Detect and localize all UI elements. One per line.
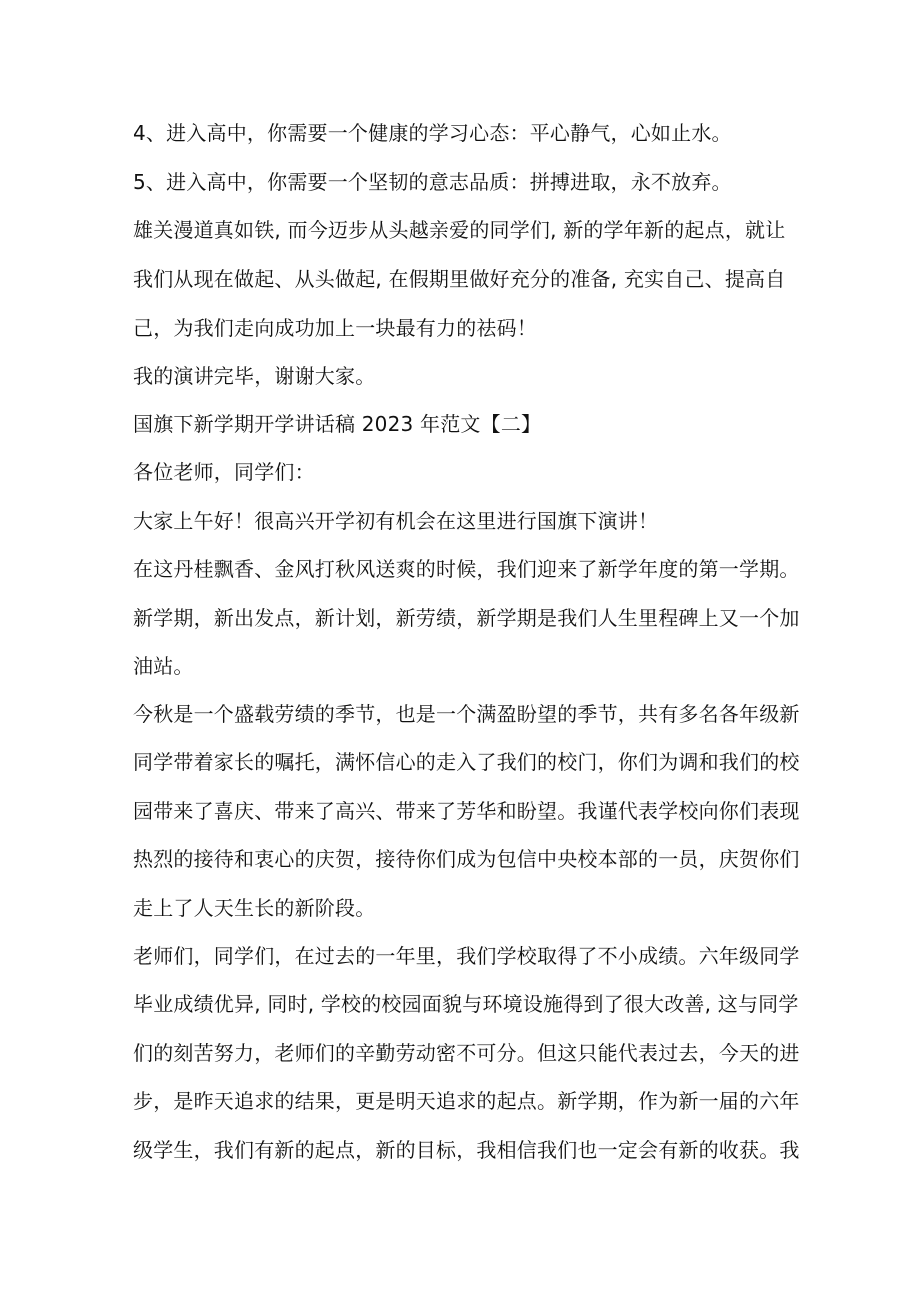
text-line: 4、进入高中，你需要一个健康的学习心态：平心静气，心如止水。 xyxy=(133,121,732,145)
text-line: 己，为我们走向成功加上一块最有力的祛码！ xyxy=(133,316,537,340)
text-line: 同学带着家长的嘱托，满怀信心的走入了我们的校门，你们为调和我们的校 xyxy=(133,750,800,774)
text-line: 老师们，同学们，在过去的一年里，我们学校取得了不小成绩。六年级同学 xyxy=(133,944,800,968)
text-line: 在这丹桂飘香、金风打秋风送爽的时候，我们迎来了新学年度的第一学期。 xyxy=(133,557,800,581)
text-line: 今秋是一个盛载劳绩的季节，也是一个满盈盼望的季节，共有多名各年级新 xyxy=(133,702,800,726)
section-heading: 国旗下新学期开学讲话稿 2023 年范文【二】 xyxy=(133,412,542,436)
text-line: 大家上午好！很高兴开学初有机会在这里进行国旗下演讲！ xyxy=(133,509,659,533)
text-line: 园带来了喜庆、带来了高兴、带来了芳华和盼望。我谨代表学校向你们表现 xyxy=(133,799,800,823)
salutation: 各位老师，同学们： xyxy=(133,460,315,484)
text-line: 级学生，我们有新的起点，新的目标，我相信我们也一定会有新的收获。我 xyxy=(133,1138,800,1162)
text-line: 热烈的接待和衷心的庆贺，接待你们成为包信中央校本部的一员，庆贺你们 xyxy=(133,847,800,871)
text-line: 走上了人天生长的新阶段。 xyxy=(133,896,376,920)
text-line: 我的演讲完毕，谢谢大家。 xyxy=(133,364,376,388)
text-line: 毕业成绩优异, 同时, 学校的校园面貌与环境设施得到了很大改善, 这与同学 xyxy=(133,992,799,1016)
text-line: 新学期，新出发点，新计划，新劳绩，新学期是我们人生里程碑上又一个加 xyxy=(133,606,800,630)
text-line: 我们从现在做起、从头做起, 在假期里做好充分的准备, 充实自己、提高自 xyxy=(133,267,786,291)
text-line: 5、进入高中，你需要一个坚韧的意志品质：拼搏进取，永不放弃。 xyxy=(133,170,732,194)
text-line: 步，是昨天追求的结果，更是明天追求的起点。新学期，作为新一届的六年 xyxy=(133,1089,800,1113)
text-line: 油站。 xyxy=(133,654,194,678)
text-line: 雄关漫道真如铁, 而今迈步从头越亲爱的同学们, 新的学年新的起点，就让 xyxy=(133,218,786,242)
text-line: 们的刻苦努力，老师们的辛勤劳动密不可分。但这只能代表过去，今天的进 xyxy=(133,1041,800,1065)
